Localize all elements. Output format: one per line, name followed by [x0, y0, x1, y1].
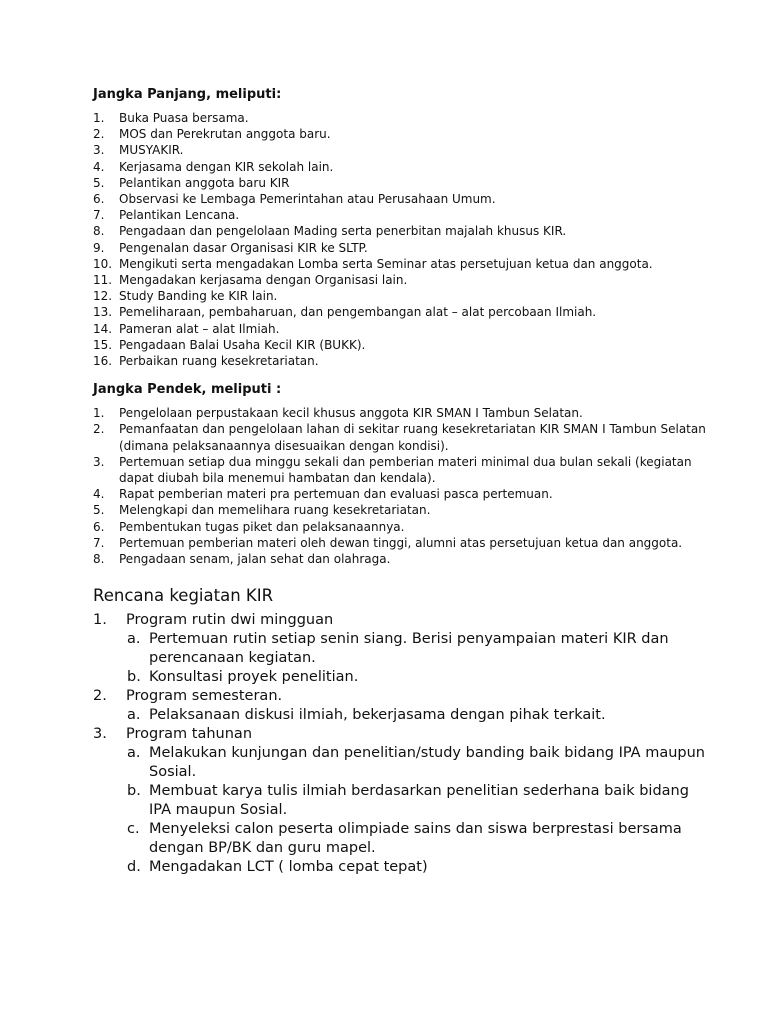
sub-item — [127, 820, 713, 858]
item-text: MOS dan Perekrutan anggota baru. — [119, 127, 331, 142]
item-number: 15. — [93, 337, 113, 352]
list-item — [93, 240, 713, 256]
item-number: 1. — [93, 111, 105, 125]
program-sub-list — [93, 744, 713, 877]
item-number: 3. — [93, 143, 105, 158]
item-text: Pameran alat – alat Ilmiah. — [119, 321, 280, 336]
list-item — [93, 272, 713, 288]
program-number: 1. — [93, 612, 107, 629]
sub-letter: a. — [127, 707, 141, 724]
item-number: 13. — [93, 305, 113, 320]
item-text: Pengadaan dan pengelolaan Mading serta penerbitan majalah khusus KIR. — [119, 224, 567, 239]
sub-letter: d. — [127, 859, 141, 876]
list-item — [93, 551, 713, 567]
program-number: 2. — [93, 688, 107, 705]
sub-letter: b. — [127, 783, 141, 800]
item-text: Pengadaan senam, jalan sehat dan olahraga. — [119, 552, 391, 567]
item-number: 7. — [93, 208, 105, 223]
item-number: 11. — [93, 273, 113, 288]
list-item — [93, 353, 713, 369]
item-number: 12. — [93, 289, 113, 304]
item-text: Pengenalan dasar Organisasi KIR ke SLTP. — [119, 240, 368, 255]
item-number: 6. — [93, 519, 105, 534]
program-item — [93, 725, 713, 877]
list-item — [93, 142, 713, 158]
item-number: 7. — [93, 535, 105, 550]
item-text: Pelantikan anggota baru KIR — [119, 175, 290, 190]
sub-item — [127, 744, 713, 782]
item-number: 1. — [93, 406, 105, 421]
sub-letter: a. — [127, 631, 141, 648]
long-term-list — [93, 110, 713, 369]
list-item — [93, 256, 713, 272]
sub-item — [127, 630, 713, 668]
list-item — [93, 519, 713, 535]
list-item — [93, 502, 713, 518]
sub-text: Menyeleksi calon peserta olimpiade sains dan siswa berprestasi bersama dengan BP/BK dan guru mapel. — [149, 821, 682, 857]
item-text: Pertemuan setiap dua minggu sekali dan pemberian materi minimal dua bulan sekali (kegiatan dapat diubah bila menemui hambatan dan kendala). — [119, 454, 692, 486]
item-number: 2. — [93, 127, 105, 142]
program-list — [93, 611, 713, 877]
item-number: 10. — [93, 256, 113, 271]
item-text: Melengkapi dan memelihara ruang kesekretariatan. — [119, 503, 431, 518]
list-item — [93, 321, 713, 337]
item-text: Pengelolaan perpustakaan kecil khusus anggota KIR SMAN I Tambun Selatan. — [119, 406, 583, 421]
program-sub-list — [93, 630, 713, 687]
item-text: Pemanfaatan dan pengelolaan lahan di sekitar ruang kesekretariatan KIR SMAN I Tambun Selatan (dimana pelaksanaannya disesuaikan dengan kondisi). — [119, 422, 706, 453]
item-text: MUSYAKIR. — [119, 143, 184, 158]
sub-letter: b. — [127, 669, 141, 686]
short-term-list — [93, 405, 713, 567]
sub-text: Pelaksanaan diskusi ilmiah, bekerjasama dengan pihak terkait. — [149, 707, 606, 724]
list-item — [93, 159, 713, 175]
sub-letter: c. — [127, 821, 140, 838]
item-text: Rapat pemberian materi pra pertemuan dan evaluasi pasca pertemuan. — [119, 487, 553, 502]
list-item — [93, 454, 713, 486]
item-text: Study Banding ke KIR lain. — [119, 289, 278, 304]
list-item — [93, 337, 713, 353]
item-text: Mengikuti serta mengadakan Lomba serta Seminar atas persetujuan ketua dan anggota. — [119, 256, 653, 271]
sub-item — [127, 782, 713, 820]
item-text: Pertemuan pemberian materi oleh dewan tinggi, alumni atas persetujuan ketua dan anggota. — [119, 535, 683, 550]
program-title: Program tahunan — [126, 726, 253, 743]
item-text: Observasi ke Lembaga Pemerintahan atau Perusahaan Umum. — [119, 192, 496, 207]
item-number: 14. — [93, 321, 113, 336]
list-item — [93, 486, 713, 502]
item-text: Pemeliharaan, pembaharuan, dan pengembangan alat – alat percobaan Ilmiah. — [119, 305, 597, 320]
item-text: Pengadaan Balai Usaha Kecil KIR (BUKK). — [119, 337, 366, 352]
program-title: Program semesteran. — [126, 688, 283, 705]
document-body — [93, 80, 713, 877]
program-number: 3. — [93, 726, 107, 743]
list-item — [93, 207, 713, 223]
item-number: 9. — [93, 240, 105, 255]
sub-text: Konsultasi proyek penelitian. — [149, 669, 359, 686]
item-text: Pembentukan tugas piket dan pelaksanaannya. — [119, 519, 405, 534]
item-text: Pelantikan Lencana. — [119, 208, 240, 223]
item-text: Mengadakan kerjasama dengan Organisasi lain. — [119, 273, 408, 288]
plan-heading: Rencana kegiatan KIR — [93, 586, 274, 606]
program-title: Program rutin dwi mingguan — [126, 612, 334, 629]
program-sub-list — [93, 706, 713, 725]
item-text: Kerjasama dengan KIR sekolah lain. — [119, 159, 334, 174]
item-number: 8. — [93, 552, 105, 567]
list-item — [93, 223, 713, 239]
item-number: 16. — [93, 354, 113, 369]
item-text: Perbaikan ruang kesekretariatan. — [119, 354, 319, 369]
item-text: Buka Puasa bersama. — [119, 111, 249, 125]
sub-letter: a. — [127, 745, 141, 762]
program-item — [93, 687, 713, 725]
item-number: 3. — [93, 454, 105, 469]
list-item — [93, 405, 713, 421]
sub-text: Mengadakan LCT ( lomba cepat tepat) — [149, 859, 428, 876]
list-item — [93, 191, 713, 207]
sub-text: Pertemuan rutin setiap senin siang. Berisi penyampaian materi KIR dan perencanaan kegiatan. — [149, 631, 669, 667]
list-item — [93, 535, 713, 551]
item-number: 5. — [93, 503, 105, 518]
sub-item — [127, 706, 713, 725]
sub-text: Membuat karya tulis ilmiah berdasarkan penelitian sederhana baik bidang IPA maupun Sosial. — [149, 783, 689, 819]
item-number: 5. — [93, 175, 105, 190]
long-term-heading: Jangka Panjang, meliputi: — [93, 87, 282, 102]
item-number: 4. — [93, 159, 105, 174]
list-item — [93, 175, 713, 191]
item-number: 4. — [93, 487, 105, 502]
sub-text: Melakukan kunjungan dan penelitian/study banding baik bidang IPA maupun Sosial. — [149, 745, 705, 781]
item-number: 2. — [93, 422, 105, 437]
list-item — [93, 304, 713, 320]
item-number: 8. — [93, 224, 105, 239]
item-number: 6. — [93, 192, 105, 207]
sub-item — [127, 858, 713, 877]
list-item — [93, 126, 713, 142]
short-term-heading: Jangka Pendek, meliputi : — [93, 382, 282, 398]
list-item — [93, 110, 713, 126]
list-item — [93, 288, 713, 304]
list-item — [93, 421, 713, 453]
sub-item — [127, 668, 713, 687]
program-item — [93, 611, 713, 687]
